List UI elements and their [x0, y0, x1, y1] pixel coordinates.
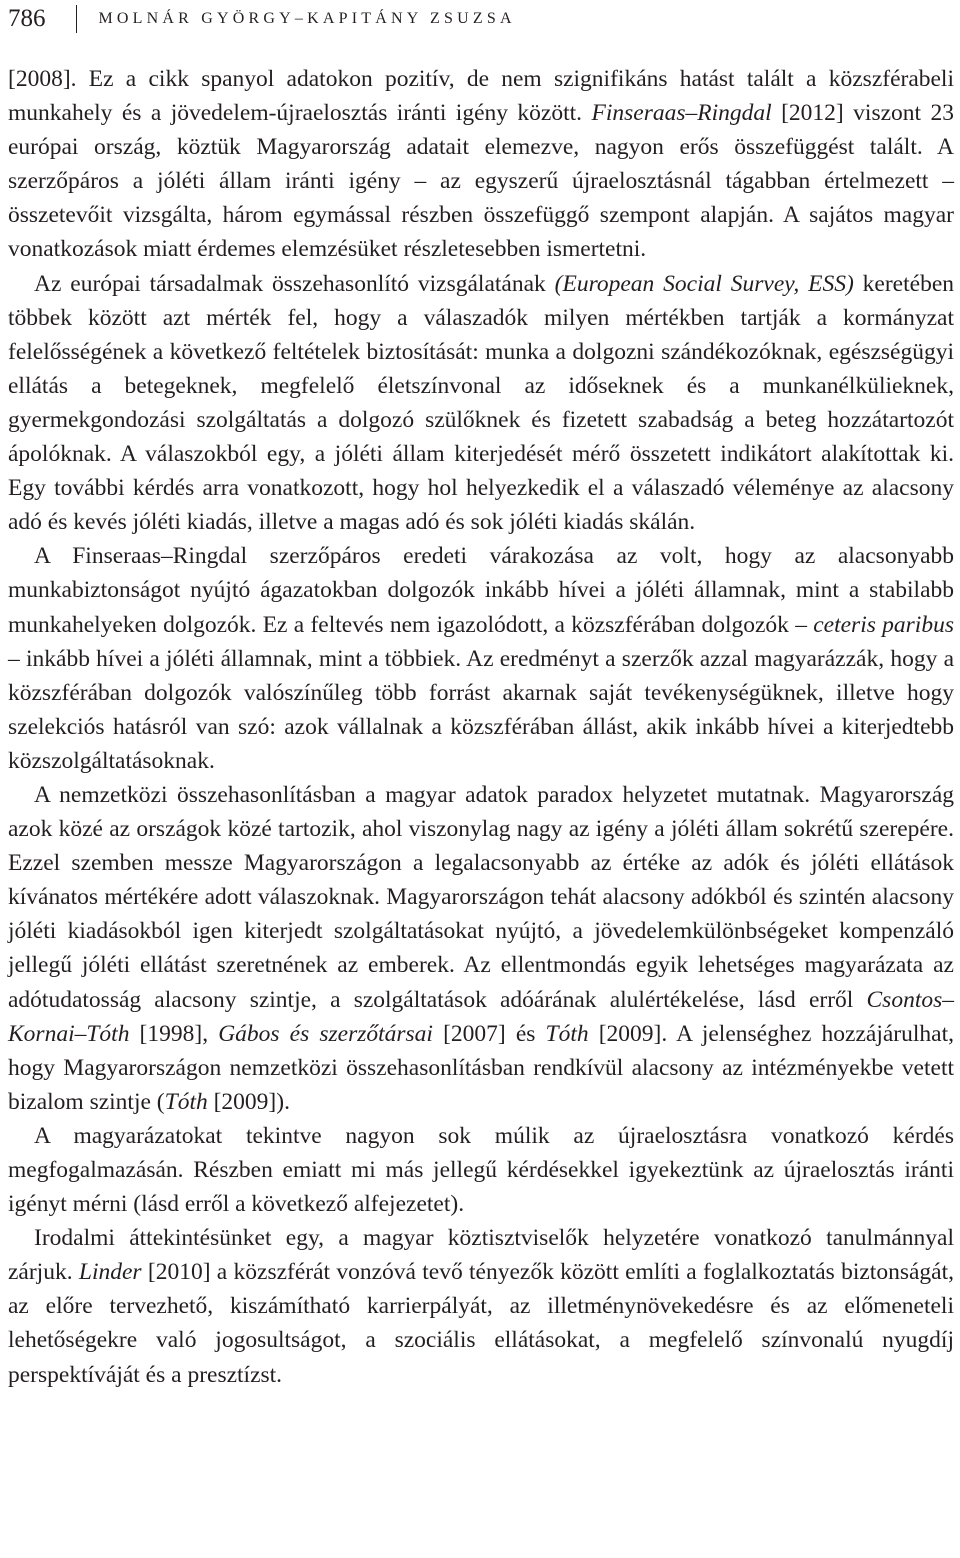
running-head: MOLNÁR GYÖRGY–KAPITÁNY ZSUZSA: [98, 10, 516, 27]
paragraph: [8, 62, 954, 267]
paragraph: [8, 267, 954, 540]
italic-text: Csontos–Kornai–Tóth: [8, 986, 954, 1047]
text-run: [2009]).: [207, 1088, 290, 1115]
paragraph: [8, 1221, 954, 1391]
paragraph: [8, 539, 954, 778]
text-run: A Finseraas–Ringdal szerzőpáros eredeti várakozása az volt, hogy az alacsonyabb munkabiztonságot nyújtó ágazatokban dolgozók inkább hívei a jóléti államnak, mint a stabilabb munkahelyeken dolgozók. Ez a feltevés nem igazolódott, a közszférában dolgozók –: [8, 543, 954, 638]
text-run: [2010] a közszférát vonzóvá tevő tényezők között említi a foglalkoztatás biztonságát, az előre tervezhető, kiszámítható karrierpályát, az illetménynövekedésre és az előmeneteli lehetőségekre való jogosultságot, a szociális ellátásokat, a megfelelő színvonalú nyugdíj perspektíváját és a presztízst.: [8, 1259, 954, 1388]
paragraph: [8, 1119, 954, 1221]
text-run: [2007] és: [432, 1020, 546, 1047]
text-run: keretében többek között azt mérték fel, hogy a válaszadók milyen mértékben tartják a kormányzat felelősségének a következő feltételek biztosítását: munka a dolgozni szándékozóknak, egészségügyi ellátás a betegeknek, megfelelő életszínvonal az időseknek és a munkanélkülieknek, gyermekgondozási szolgáltatás a dolgozó szülőknek és fizetett szabadság a beteg hozzátartozót ápolóknak. A válaszokból egy, a jóléti állam kiterjedését mérő összetett indikátort alakítottak ki. Egy további kérdés arra vonatkozott, hogy hol helyezkedik el a válaszadó véleménye az alacsony adó és kevés jóléti kiadás, illetve a magas adó és sok jóléti kiadás skálán.: [8, 270, 954, 536]
italic-text: (European Social Survey, ESS): [554, 270, 854, 297]
italic-text: Tóth: [164, 1088, 208, 1115]
text-run: [2012] viszont 23 európai ország, köztük Magyarország adatait elemezve, nagyon erős összefüggést talált. A szerzőpáros a jóléti állam iránti igény – az egyszerű újraelosztásnál tágabban értelmezett – összetevőit vizsgálta, három egymással részben összefüggő szempont alapján. A sajátos magyar vonatkozások miatt érdemes elemzésüket részletesebben ismertetni.: [8, 100, 954, 263]
page-number: 786: [8, 5, 46, 32]
italic-text: Finseraas–Ringdal: [591, 100, 772, 127]
text-run: [2008]. Ez a cikk spanyol adatokon pozitív, de nem szignifikáns hatást talált a közszférabeli munkahely és a jövedelem-újraelosztás iránti igény között.: [8, 66, 954, 127]
article-body: [8, 62, 954, 1392]
text-run: Irodalmi áttekintésünket egy, a magyar köztisztviselők helyzetére vonatkozó tanulmánnyal zárjuk.: [8, 1225, 954, 1286]
text-run: A nemzetközi összehasonlításban a magyar adatok paradox helyzetet mutatnak. Magyarország azok közé az országok közé tartozik, ahol viszonylag nagy az igény a jóléti állam sokrétű szerepére. Ezzel szemben messze Magyarországon a legalacsonyabb az értéke az adók és jóléti ellátások kívánatos mértékére adott válaszoknak. Magyarországon tehát alacsony adókból és szintén alacsony jóléti kiadásokból igen kiterjedt szolgáltatásokat nyújtó, a jövedelemkülönbségeket kompenzáló jellegű jóléti ellátást szeretnének az emberek. Az ellentmondás egyik lehetséges magyarázata az adótudatosság alacsony szintje, a szolgáltatások adóárának alulértékelése, lásd erről: [8, 781, 954, 1013]
text-run: Az európai társadalmak összehasonlító vizsgálatának: [34, 270, 555, 297]
italic-text: ceteris paribus: [813, 611, 954, 638]
text-run: [2009]. A jelenséghez hozzájárulhat, hogy Magyarországon nemzetközi összehasonlításban rendkívül alacsony az intézményekbe vetett bizalom szintje (: [8, 1020, 954, 1115]
text-run: – inkább hívei a jóléti államnak, mint a többiek. Az eredményt a szerzők azzal magyarázzák, hogy a közszférában dolgozók valószínűleg több forrást akarnak saját tevékenységüknek, illetve hogy szelekciós hatásról van szó: azok vállalnak a közszférában állást, akik inkább hívei a kiterjedtebb közszolgáltatásoknak.: [8, 645, 954, 774]
italic-text: Gábos és szerzőtársai: [218, 1020, 433, 1047]
italic-text: Linder: [78, 1259, 142, 1286]
header-divider: [76, 5, 77, 33]
italic-text: Tóth: [545, 1020, 589, 1047]
paragraph: [8, 778, 954, 1119]
text-run: [1998],: [129, 1020, 219, 1047]
text-run: A magyarázatokat tekintve nagyon sok múlik az újraelosztásra vonatkozó kérdés megfogalmazásán. Részben emiatt mi más jellegű kérdésekkel igyekeztünk az újraelosztás iránti igényt mérni (lásd erről a következő alfejezetet).: [8, 1122, 954, 1218]
page-header: [8, 4, 952, 34]
